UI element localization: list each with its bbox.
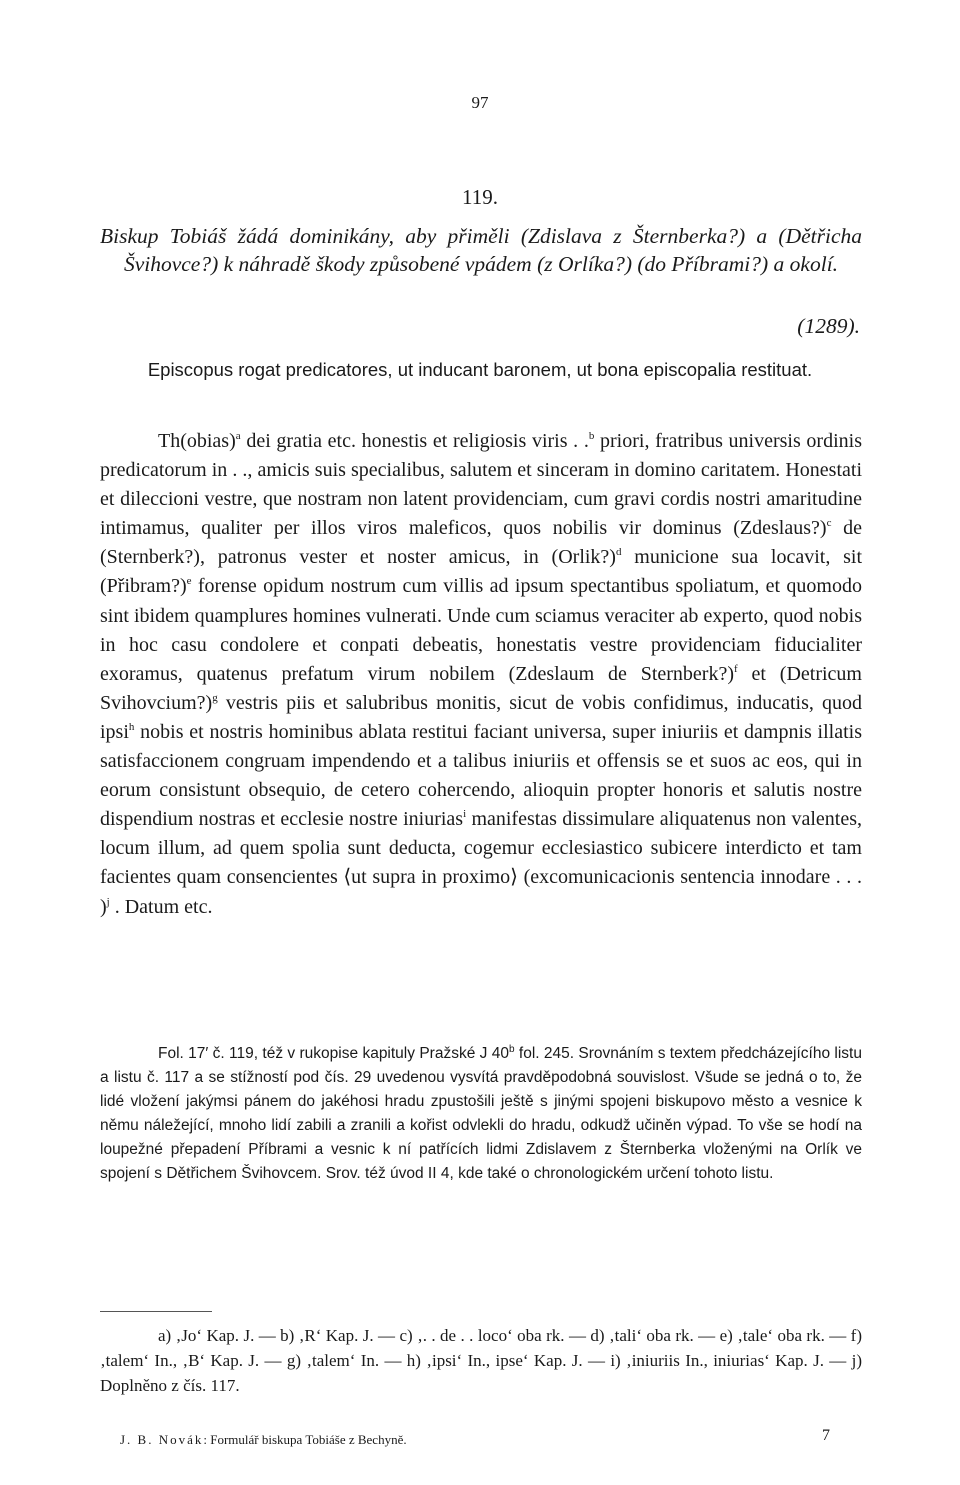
commentary-segment: Fol. 17′ č. 119, též v rukopise kapituly Pražské J 40 bbox=[158, 1045, 509, 1062]
footnote-ref-h: h bbox=[128, 720, 135, 733]
letter-segment: municione sua locavit, sit (Přibram?) bbox=[100, 546, 863, 598]
critical-apparatus: a) ‚Jo‘ Kap. J. — b) ‚R‘ Kap. J. — c) ‚. . de . . loco‘ oba rk. — d) ‚tali‘ oba rk. — e) ‚tale‘ oba rk. — f) ‚talem‘ In., ‚B‘ Kap. J. — g) ‚talem‘ In. — h) ‚ipsi‘ In., ipse‘ Kap. J. — i) ‚iniuriis In., iniurias‘ Kap. J. — j) Doplněno z čís. 117. bbox=[100, 1326, 862, 1395]
footnote-divider bbox=[100, 1311, 212, 1312]
footer-citation bbox=[120, 1432, 407, 1448]
editorial-commentary bbox=[100, 1042, 862, 1186]
letter-segment: priori, fratribus universis ordinis predicatorum in . ., amicis suis specialibus, salutem et sinceram in domino caritatem. Honestati et dileccioni vestre, que nostram non latent providenciam, cum gravi cordis nostri amaritudine intimamus, qualiter per illos viros maleficos, quos nobilis vir dominus (Zdeslaus?) bbox=[100, 430, 862, 540]
footnote-ref-e: e bbox=[186, 575, 192, 588]
letter-segment: . Datum etc. bbox=[109, 895, 213, 918]
footnote-ref-b: b bbox=[588, 430, 595, 442]
letter-segment: vestris piis et salubribus monitis, sicut de vobis confidimus, inducatis, quod ipsi bbox=[100, 691, 862, 743]
letter-segment: forense opidum nostrum cum villis ad ipsum spectantibus spoliatum, et quomodo sint ibidem quamplures homines vulnerati. Unde cum sciamus veraciter ab experto, quod nobis in hoc casu condolere et conpati debeatis, honestatis vestre providenciam fiducialiter exoramus, quatenus prefatum virum nobilem (Zdeslaum de Sternberk?) bbox=[100, 575, 862, 685]
page-number: 97 bbox=[471, 93, 489, 112]
czech-title: Biskup Tobiáš žádá dominikány, aby přiměli (Zdislava z Šternberka?) a (Dětřicha Švihovce?) k náhradě škody způsobené vpádem (z Orlíka?) (do Příbrami?) a okolí. bbox=[100, 224, 862, 276]
footnote-ref-g: g bbox=[212, 691, 218, 704]
footnote-ref-d: d bbox=[615, 546, 622, 559]
letter-text bbox=[100, 427, 862, 922]
signature-mark: 7 bbox=[822, 1427, 830, 1444]
letter-segment: de (Sternberk?), patronus vester et noster amicus, in (Orlik?) bbox=[100, 517, 862, 569]
commentary-segment: fol. 245. Srovnáním s textem předcházejícího listu a listu č. 117 a se stížností pod čís. 29 uvedenou vysvítá pravděpodobná souvislost. Všude se jedná o to, že lidé vložení jakýmsi pánem do jakéhosi hradu zpustošili ještě s jinými spojeni biskupovo město a vesnice k němu náležející, mnoho lidí zabili a zranili a kořist odvlekli do hradu, odkudž učiněn výpad. To vše se hodí na loupežné přepadení Příbrami a vesnic k ní patřících lidmi Zdislavem z Šternberka vloženými na Orlík ve spojení s Dětřichem Švihovcem. Srov. též úvod II 4, kde také o chronologickém určení tohoto listu. bbox=[100, 1045, 862, 1182]
latin-summary: Episcopus rogat predicatores, ut inducant baronem, ut bona episcopalia restituat. bbox=[147, 359, 813, 380]
footnote-ref-c: c bbox=[826, 517, 832, 530]
commentary-superscript: b bbox=[509, 1044, 515, 1055]
footnote-ref-f: f bbox=[734, 662, 738, 675]
footnote-ref-j: j bbox=[106, 895, 110, 908]
footer-title: : Formulář biskupa Tobiáše z Bechyně. bbox=[203, 1432, 407, 1447]
footnote-ref-a: a bbox=[235, 430, 241, 442]
letter-segment: dei gratia etc. honestis et religiosis viris . . bbox=[240, 430, 589, 452]
document-date: (1289). bbox=[797, 314, 860, 338]
letter-segment: Th(obias) bbox=[158, 430, 236, 452]
letter-segment: et (Detricum Svihovcium?) bbox=[100, 662, 862, 714]
document-number: 119. bbox=[462, 185, 498, 209]
footer-author: J. B. Novák bbox=[120, 1432, 204, 1447]
letter-segment: manifestas dissimulare aliquatenus non valentes, locum illum, ad quem spolia sunt deducta, cogemur ecclesiastico subicere interdicto et tam facientes quam consencientes ⟨ut supra in proximo⟩ (excomunicacionis sentencia innodare . . . ) bbox=[100, 808, 862, 918]
letter-segment: nobis et nostris hominibus ablata restitui faciant universa, super iniuriis et dampnis illatis satisfaccionem congruam impendendo et a talibus iniuriis et offensis se et suos ac eos, qui in eorum consistunt obsequio, de cetero cohercendo, alioquin propter honoris et salutis nostre dispendium nostras et ecclesie nostre iniurias bbox=[100, 720, 862, 831]
footnote-ref-i: i bbox=[463, 808, 467, 821]
